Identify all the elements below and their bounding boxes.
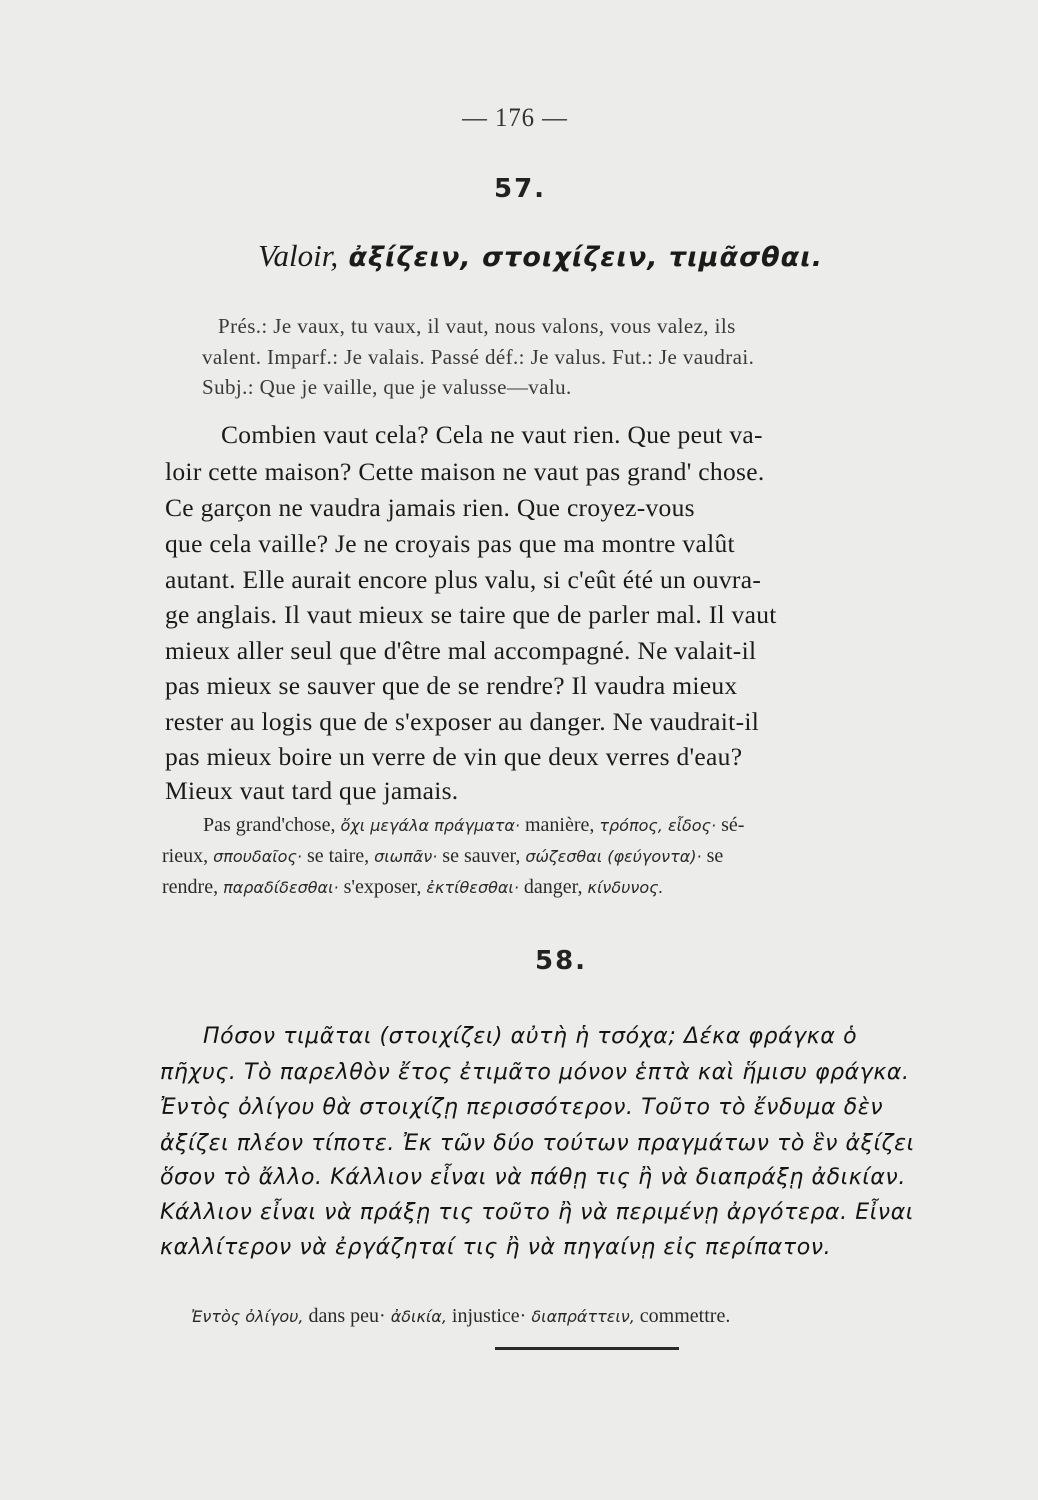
glossary-fr: danger,	[518, 876, 588, 898]
footnote-fr: commettre.	[634, 1305, 731, 1327]
glossary-gr: κίνδυνος.	[587, 878, 664, 897]
glossary-fr: s'exposer,	[338, 876, 427, 898]
conjugation-line: valent. Imparf.: Je valais. Passé déf.: Je valus. Fut.: Je vaudrai.	[202, 345, 755, 369]
glossary-gr: τρόπος, εἶδος·	[599, 816, 717, 835]
example-line: mieux aller seul que d'être mal accompagné. Ne valait-il	[165, 636, 757, 665]
title-greek-verbs: ἀξίζειν, στοιχίζειν, τιμᾶσθαι.	[338, 242, 823, 273]
footnote-glossary	[191, 1305, 730, 1328]
greek-paragraph-line: Κάλλιον εἶναι νὰ πράξῃ τις τοῦτο ἢ νὰ περιμένῃ ἀργότερα. Εἶναι	[160, 1200, 914, 1225]
glossary-gr: σώζεσθαι (φεύγοντα)·	[525, 847, 702, 866]
glossary-gr: σιωπᾶν·	[374, 847, 438, 866]
section-number-57: 57.	[494, 174, 547, 204]
example-line: ge anglais. Il vaut mieux se taire que de parler mal. Il vaut	[165, 600, 777, 629]
section-title	[258, 238, 823, 274]
glossary-fr: rendre,	[162, 876, 224, 898]
conjugation-line: Prés.: Je vaux, tu vaux, il vaut, nous valons, vous valez, ils	[218, 314, 736, 338]
greek-paragraph-line: πῆχυς. Τὸ παρελθὸν ἔτος ἐτιμᾶτο μόνον ἑπτὰ καὶ ἥμισυ φράγκα.	[160, 1060, 910, 1085]
glossary-gr: ὄχι μεγάλα πράγματα·	[340, 816, 520, 835]
glossary-gr: σπουδαῖος·	[213, 847, 302, 866]
greek-paragraph-line: καλλίτερον νὰ ἐργάζηταί τις ἢ νὰ πηγαίνῃ εἰς περίπατον.	[160, 1235, 832, 1260]
page-number: — 176 —	[462, 103, 568, 132]
glossary-fr: sé-	[716, 814, 745, 836]
title-french-verb: Valoir,	[258, 238, 339, 273]
section-number-58: 58.	[535, 946, 588, 976]
footnote-fr: injustice·	[446, 1305, 532, 1327]
example-line: Combien vaut cela? Cela ne vaut rien. Que peut va-	[221, 420, 763, 449]
glossary-fr: se	[701, 845, 724, 867]
example-line: que cela vaille? Je ne croyais pas que ma montre valût	[165, 529, 735, 558]
glossary-line	[162, 876, 664, 899]
footnote-fr: dans peu·	[303, 1305, 391, 1327]
conjugation-line: Subj.: Que je vaille, que je valusse—valu.	[202, 375, 572, 399]
glossary-fr: se taire,	[301, 845, 375, 867]
glossary-fr: rieux,	[162, 845, 214, 867]
footnote-gr: διαπράττειν,	[531, 1307, 635, 1326]
glossary-line	[162, 845, 723, 868]
footnote-gr: ἀδικία,	[390, 1307, 447, 1326]
greek-paragraph-line: ὅσον τὸ ἄλλο. Κάλλιον εἶναι νὰ πάθῃ τις ἢ νὰ διαπράξῃ ἀδικίαν.	[160, 1165, 906, 1190]
greek-paragraph-line: Ἐντὸς ὀλίγου θὰ στοιχίζῃ περισσότερον. Τοῦτο τὸ ἔνδυμα δὲν	[160, 1095, 884, 1120]
example-line: Mieux vaut tard que jamais.	[165, 776, 459, 805]
greek-paragraph-line: Πόσον τιμᾶται (στοιχίζει) αὐτὴ ἡ τσόχα; Δέκα φράγκα ὁ	[203, 1024, 858, 1049]
greek-paragraph-line: ἀξίζει πλέον τίποτε. Ἐκ τῶν δύο τούτων πραγμάτων τὸ ἓν ἀξίζει	[160, 1131, 915, 1156]
example-line: pas mieux boire un verre de vin que deux verres d'eau?	[165, 742, 743, 771]
example-line: autant. Elle aurait encore plus valu, si c'eût été un ouvra-	[165, 565, 762, 594]
example-line: Ce garçon ne vaudra jamais rien. Que croyez-vous	[165, 493, 695, 522]
end-rule	[495, 1347, 679, 1350]
glossary-fr: manière,	[519, 814, 600, 836]
example-line: pas mieux se sauver que de se rendre? Il vaudra mieux	[165, 671, 738, 700]
glossary-line	[203, 814, 744, 837]
glossary-gr: ἐκτίθεσθαι·	[426, 878, 519, 897]
footnote-gr: Ἐντὸς ὀλίγου,	[191, 1307, 304, 1326]
glossary-gr: παραδίδεσθαι·	[223, 878, 339, 897]
glossary-fr: se sauver,	[437, 845, 526, 867]
example-line: loir cette maison? Cette maison ne vaut pas grand' chose.	[165, 457, 765, 486]
glossary-fr: Pas grand'chose,	[203, 814, 341, 836]
example-line: rester au logis que de s'exposer au danger. Ne vaudrait-il	[165, 707, 760, 736]
